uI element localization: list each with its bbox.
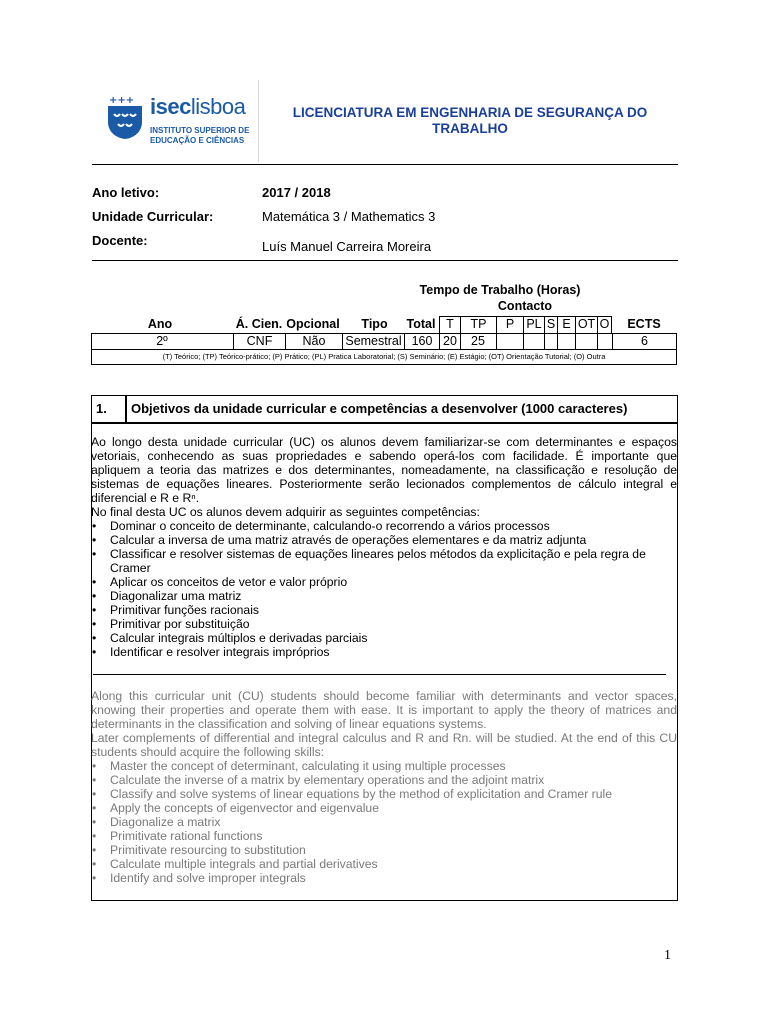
col-ot: OT xyxy=(575,316,597,334)
cell-p xyxy=(496,333,523,350)
isec-lisboa-logo xyxy=(106,90,256,156)
cell-opcional: Não xyxy=(285,333,342,350)
logo-subtitle: INSTITUTO SUPERIOR DE EDUCAÇÃO E CIÊNCIAS xyxy=(150,126,250,145)
objectives-en xyxy=(91,689,677,885)
list-item: • Apply the concepts of eigenvector and eigenvalue xyxy=(91,801,677,815)
hours-legend: (T) Teórico; (TP) Teórico-prático; (P) Prático; (PL) Pratica Laboratorial; (S) Seminário; (E) Estágio; (OT) Orientação Tutorial; (O) Outra xyxy=(162,352,606,361)
cell-pl xyxy=(523,333,544,350)
pt-intro: No final desta UC os alunos devem adquirir as seguintes competências: xyxy=(91,505,480,519)
year-value: 2017 / 2018 xyxy=(262,185,331,200)
list-item: • Calcular integrais múltiplos e derivadas parciais xyxy=(91,631,677,645)
col-tp: TP xyxy=(460,316,496,334)
cell-t: 20 xyxy=(439,333,460,350)
list-item: • Aplicar os conceitos de vetor e valor próprio xyxy=(91,575,677,589)
col-e: E xyxy=(557,316,575,334)
teacher-label: Docente: xyxy=(92,233,148,248)
col-p: P xyxy=(496,316,523,334)
header-rule xyxy=(92,164,678,165)
cell-ects: 6 xyxy=(612,333,676,350)
svg-text:+++: +++ xyxy=(109,95,135,106)
section-header-divider xyxy=(91,422,678,424)
language-divider xyxy=(93,674,666,675)
list-item: • Calculate multiple integrals and partial derivatives xyxy=(91,857,677,871)
objectives-pt xyxy=(91,435,677,659)
cell-tipo: Semestral xyxy=(342,333,404,350)
col-t: T xyxy=(439,316,460,334)
col-o: O xyxy=(597,316,612,334)
list-item: • Calcular a inversa de uma matriz através de operações elementares e da matriz adjunta xyxy=(91,533,677,547)
unit-value: Matemática 3 / Mathematics 3 xyxy=(262,209,436,224)
cell-tp: 25 xyxy=(460,333,496,350)
list-item: • Classificar e resolver sistemas de equações lineares pelos métodos da explicitação e pela regra de Cramer xyxy=(91,547,677,575)
section-number-divider xyxy=(125,395,127,423)
teacher-value: Luís Manuel Carreira Moreira xyxy=(262,239,432,254)
en-paragraph-1: Along this curricular unit (CU) students should become familiar with determinants and vector spaces, knowing their properties and operate them with ease. It is important to apply the theory of matrices and determinants in the classification and solving of linear equations systems. xyxy=(91,689,677,731)
list-item: • Identificar e resolver integrais impróprios xyxy=(91,645,677,659)
list-item: • Calculate the inverse of a matrix by elementary operations and the adjoint matrix xyxy=(91,773,677,787)
cell-o xyxy=(597,333,612,350)
list-item: • Dominar o conceito de determinante, calculando-o recorrendo a vários processos xyxy=(91,519,677,533)
page-title: LICENCIATURA EM ENGENHARIA DE SEGURANÇA DO TRABALHO xyxy=(292,105,648,136)
en-skills-list xyxy=(91,759,677,885)
hours-group-title: Tempo de Trabalho (Horas) xyxy=(419,283,581,297)
cell-e xyxy=(557,333,575,350)
contact-title: Contacto xyxy=(497,299,553,313)
cell-area: CNF xyxy=(233,333,285,350)
col-pl: PL xyxy=(523,316,544,334)
list-item: • Classify and solve systems of linear equations by the method of explicitation and Cramer rule xyxy=(91,787,677,801)
cell-total: 160 xyxy=(404,333,439,350)
col-tipo: Tipo xyxy=(361,317,388,331)
info-rule xyxy=(92,260,678,261)
col-ano: Ano xyxy=(147,317,173,331)
col-ects: ECTS xyxy=(627,317,661,331)
list-item: • Identify and solve improper integrals xyxy=(91,871,677,885)
pt-paragraph: Ao longo desta unidade curricular (UC) os alunos devem familiarizar-se com determinantes e espaços vetoriais, conhecendo as suas propriedades e sabendo operá-los com facilidade. É importante que apliquem a teoria das matrizes e dos determinantes, nomeadamente, na classificação e resolução de sistemas de equações lineares. Posteriormente serão lecionados complementos de cálculo integral e diferencial e R e Rⁿ. xyxy=(91,435,677,505)
section-number: 1. xyxy=(96,401,107,416)
list-item: • Primitivar por substituição xyxy=(91,617,677,631)
en-paragraph-2: Later complements of differential and integral calculus and R and Rn. will be studied. At the end of this CU students should acquire the following skills: xyxy=(91,731,677,759)
col-s: S xyxy=(544,316,557,334)
col-total: Total xyxy=(406,317,436,331)
header-separator xyxy=(258,80,259,162)
shield-logo-icon xyxy=(106,94,144,140)
section-title: Objetivos da unidade curricular e competências a desenvolver (1000 caracteres) xyxy=(131,401,628,416)
cell-s xyxy=(544,333,557,350)
list-item: • Diagonalize a matrix xyxy=(91,815,677,829)
cell-ot xyxy=(575,333,597,350)
list-item: • Primitivar funções racionais xyxy=(91,603,677,617)
pt-skills-list xyxy=(91,519,677,659)
year-label: Ano letivo: xyxy=(92,185,160,200)
list-item: • Master the concept of determinant, calculating it using multiple processes xyxy=(91,759,677,773)
list-item: • Diagonalizar uma matriz xyxy=(91,589,677,603)
page-number: 1 xyxy=(664,948,671,963)
logo-wordmark: iseclisboa xyxy=(150,94,246,119)
col-area: Á. Cien. xyxy=(235,317,283,331)
cell-ano: 2º xyxy=(91,333,233,350)
col-opcional: Opcional xyxy=(286,317,340,331)
unit-label: Unidade Curricular: xyxy=(92,209,214,224)
list-item: • Primitivate resourcing to substitution xyxy=(91,843,677,857)
list-item: • Primitivate rational functions xyxy=(91,829,677,843)
